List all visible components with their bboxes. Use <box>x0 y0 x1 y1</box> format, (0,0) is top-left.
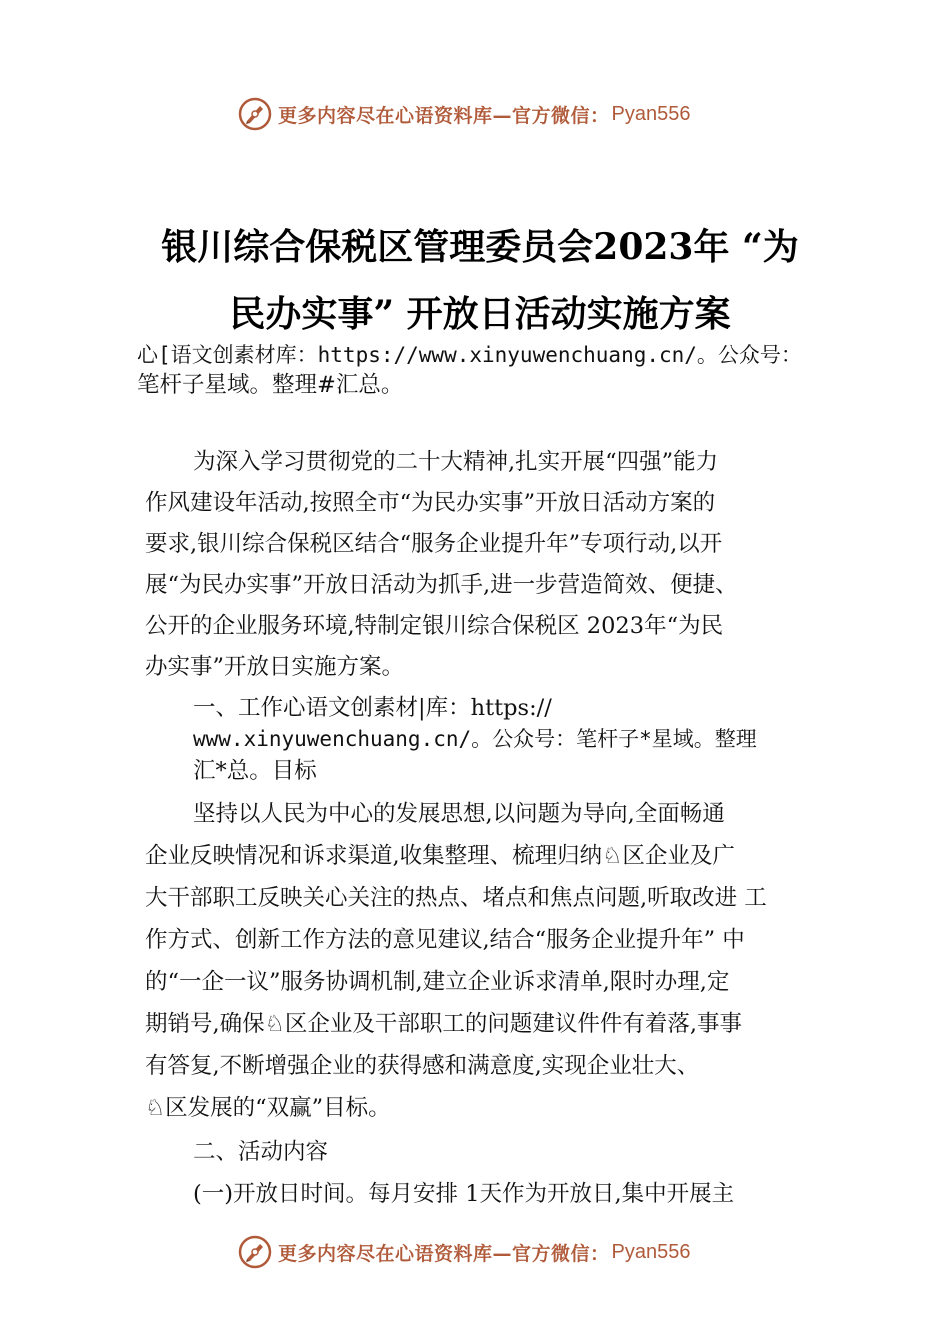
body2-line-1: (一)开放日时间。每月安排 1天作为开放日,集中开展主 <box>193 1181 735 1207</box>
intro-line-4: 展“为民办实事”开放日活动为抓手,进一步营造简效、便捷、 <box>145 572 738 598</box>
section2-heading: 二、活动内容 <box>193 1139 329 1165</box>
intro-line-6: 办实事”开放日实施方案。 <box>145 654 405 680</box>
section1-line-3: 汇*总。目标 <box>193 758 317 784</box>
body1-line-5: 的“一企一议”服务协调机制,建立企业诉求清单,限时办理,定 <box>145 969 730 995</box>
doc-title-line-1: 银川综合保税区管理委员会2023年 “为 <box>161 226 799 268</box>
banner-handle: Pyan556 <box>611 1240 691 1263</box>
logo-icon <box>238 97 272 131</box>
intro-line-3: 要求,银川综合保税区结合“服务企业提升年”专项行动,以开 <box>145 531 723 557</box>
body1-line-8: ♘区发展的“双赢”目标。 <box>145 1095 391 1121</box>
intro-line-5: 公开的企业服务环境,特制定银川综合保税区 2023年“为民 <box>145 613 724 639</box>
watermark-line-1: 心[语文创素材库：https://www.xinyuwenchuang.cn/。公众号： <box>137 343 802 367</box>
intro-line-1: 为深入学习贯彻党的二十大精神,扎实开展“四强”能力 <box>193 449 719 475</box>
section1-line-1: 一、工作心语文创素材|库：https:// <box>193 695 552 721</box>
logo-icon <box>238 1235 272 1269</box>
section1-line-2: www.xinyuwenchuang.cn/。公众号：笔杆子*星域。整理 <box>193 727 757 751</box>
header-banner <box>238 96 690 132</box>
footer-banner <box>238 1234 690 1270</box>
watermark-line-2: 笔杆子星域。整理#汇总。 <box>137 372 404 398</box>
body1-line-6: 期销号,确保♘区企业及干部职工的问题建议件件有着落,事事 <box>145 1011 742 1037</box>
banner-handle: Pyan556 <box>611 102 691 125</box>
banner-text: 更多内容尽在心语资料库—官方微信： <box>278 1242 610 1265</box>
intro-line-2: 作风建设年活动,按照全市“为民办实事”开放日活动方案的 <box>145 490 716 516</box>
body1-line-4: 作方式、创新工作方法的意见建议,结合“服务企业提升年” 中 <box>145 927 745 953</box>
doc-title-line-2: 民办实事” 开放日活动实施方案 <box>229 293 731 335</box>
body1-line-7: 有答复,不断增强企业的获得感和满意度,实现企业壮大、 <box>145 1053 700 1079</box>
body1-line-3: 大干部职工反映关心关注的热点、堵点和焦点问题,听取改进 工 <box>145 885 767 911</box>
body1-line-2: 企业反映情况和诉求渠道,收集整理、梳理归纳♘区企业及广 <box>145 843 735 869</box>
body1-line-1: 坚持以人民为中心的发展思想,以问题为导向,全面畅通 <box>193 801 725 827</box>
banner-text: 更多内容尽在心语资料库—官方微信： <box>278 104 610 127</box>
